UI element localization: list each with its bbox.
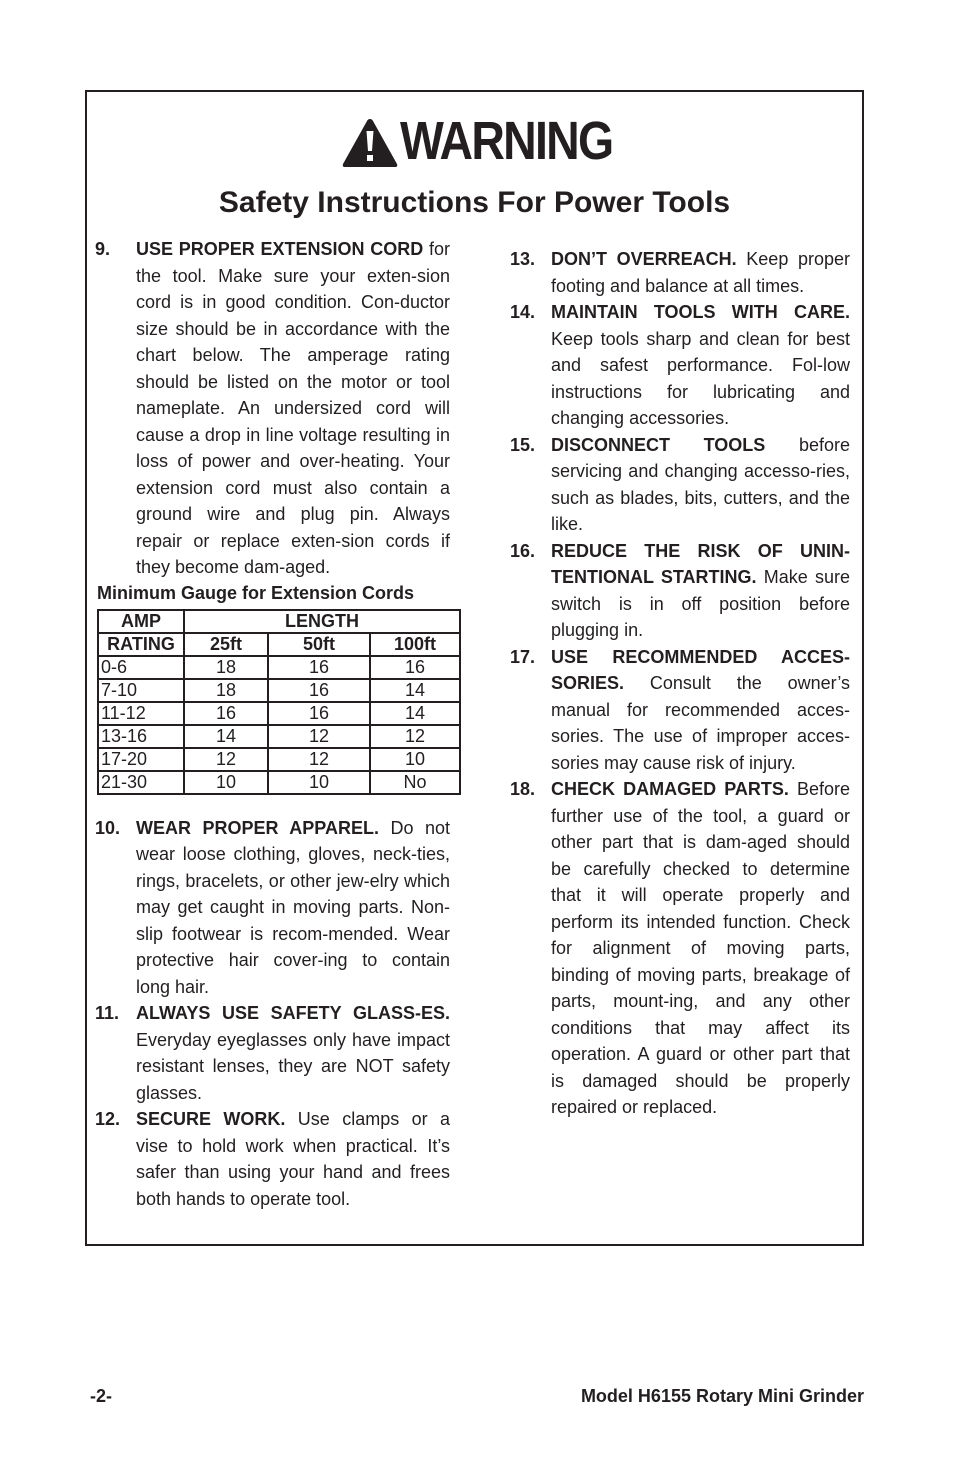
item-text: Consult the owner’s manual for recommended acces-sories. The use of improper acces-sories may cause risk of injury. — [551, 673, 850, 773]
item-body — [551, 776, 850, 1121]
gauge-cell: 14 — [370, 679, 460, 702]
item-body — [551, 299, 850, 432]
gauge-cell: 14 — [184, 725, 268, 748]
instruction-item-11 — [95, 1000, 450, 1106]
item-text: Make sure switch is in off position before plugging in. — [551, 567, 850, 640]
item-body — [136, 1106, 450, 1212]
item-lead: MAINTAIN TOOLS WITH CARE. — [551, 302, 850, 322]
item-lead: CHECK DAMAGED PARTS. — [551, 779, 789, 799]
column-header: 50ft — [268, 633, 370, 656]
instruction-item-18 — [510, 776, 850, 1121]
length-header: LENGTH — [184, 610, 460, 633]
amp-cell: 11-12 — [98, 702, 184, 725]
item-body — [551, 538, 850, 644]
column-header: 25ft — [184, 633, 268, 656]
item-number: 12. — [95, 1109, 121, 1129]
amp-cell: 21-30 — [98, 771, 184, 794]
table-row — [98, 702, 460, 725]
item-number: 15. — [510, 434, 536, 455]
table-caption: Minimum Gauge for Extension Cords — [97, 582, 415, 603]
gauge-cell: 12 — [268, 725, 370, 748]
gauge-cell: 14 — [370, 702, 460, 725]
page-title: Safety Instructions For Power Tools — [218, 186, 731, 219]
amp-cell: 0-6 — [98, 656, 184, 679]
item-text: Keep proper footing and balance at all times. — [551, 249, 850, 296]
table-row — [98, 748, 460, 771]
gauge-cell: 16 — [268, 702, 370, 725]
amp-header-top: AMP — [98, 610, 184, 633]
gauge-cell: 16 — [370, 656, 460, 679]
item-body — [136, 236, 450, 581]
column-header: 100ft — [370, 633, 460, 656]
item-text: for the tool. Make sure your exten-sion cord is in good condition. Con-ductor size should be in accordance with the chart below. The amperage rating should be listed on the motor or tool nameplate. An undersized cord will cause a drop in line voltage resulting in loss of power and over-heating. Your extension cord must also contain a ground wire and plug pin. Always repair or replace exten-sion cords if they become dam-aged. — [136, 239, 450, 577]
item-body — [551, 432, 850, 538]
item-number: 11. — [95, 1003, 120, 1023]
item-lead: WEAR PROPER APPAREL. — [136, 817, 379, 838]
gauge-cell: 12 — [184, 748, 268, 771]
instruction-item-17 — [510, 644, 850, 777]
amp-cell: 7-10 — [98, 679, 184, 702]
right-column — [510, 246, 850, 1121]
warning-header — [87, 112, 862, 220]
gauge-cell: 18 — [184, 656, 268, 679]
warning-triangle-icon — [342, 118, 398, 168]
gauge-cell: 10 — [370, 748, 460, 771]
item-text: Keep tools sharp and clean for best and safest performance. Fol-low instructions for lubricating and changing accessories. — [551, 328, 850, 428]
amp-header-bottom: RATING — [98, 633, 184, 656]
item-lead: DISCONNECT TOOLS — [551, 434, 766, 455]
item-number: 9. — [95, 239, 111, 259]
instruction-item-16 — [510, 538, 850, 644]
item-body — [136, 1000, 450, 1106]
table-row — [98, 771, 460, 794]
table-row — [98, 656, 460, 679]
item-lead: ALWAYS USE SAFETY GLASS-ES. — [136, 1003, 450, 1023]
gauge-cell: 18 — [184, 679, 268, 702]
model-name: Model H6155 Rotary Mini Grinder — [580, 1386, 864, 1406]
item-number: 16. — [510, 540, 536, 561]
warning-banner — [87, 111, 862, 171]
gauge-cell: 16 — [268, 679, 370, 702]
instruction-item-9 — [95, 236, 450, 581]
item-lead: USE RECOMMENDED ACCES-SORIES. — [551, 646, 850, 693]
item-text: Before further use of the tool, a guard or other part that is dam-aged should be carefully checked to determine that it will operate properly and perform its intended function. Check for alignment of moving parts, binding of moving parts, breakage of parts, mount-ing, and any other conditions that may affect its operation. A guard or other part that is damaged should be properly repaired or replaced. — [551, 779, 850, 1117]
item-lead: SECURE WORK. — [136, 1109, 286, 1129]
item-number: 10. — [95, 817, 121, 838]
amp-cell: 17-20 — [98, 748, 184, 771]
table-row — [98, 725, 460, 748]
instruction-item-13 — [510, 246, 850, 299]
gauge-cell: No — [370, 771, 460, 794]
item-number: 18. — [510, 779, 536, 799]
gauge-cell: 16 — [268, 656, 370, 679]
item-body — [551, 644, 850, 777]
item-body — [136, 815, 450, 1001]
item-text: Use clamps or a vise to hold work when practical. It’s safer than using your hand and frees both hands to operate tool. — [136, 1109, 451, 1209]
item-number: 14. — [510, 302, 536, 322]
item-body — [551, 246, 850, 299]
left-column — [95, 236, 450, 1212]
item-lead: USE PROPER EXTENSION CORD — [136, 239, 424, 259]
item-text: before servicing and changing accesso-ries, such as blades, bits, cutters, and the like. — [551, 434, 850, 534]
gauge-cell: 10 — [184, 771, 268, 794]
item-number: 17. — [510, 646, 536, 667]
instruction-item-15 — [510, 432, 850, 538]
item-text: Everyday eyeglasses only have impact resistant lenses, they are NOT safety glasses. — [136, 1029, 450, 1103]
warning-box — [85, 90, 864, 1246]
page-number: -2- — [90, 1386, 112, 1406]
item-lead: DON’T OVERREACH. — [551, 249, 737, 269]
instruction-item-14 — [510, 299, 850, 432]
item-lead: REDUCE THE RISK OF UNIN-TENTIONAL STARTING. — [551, 540, 850, 587]
amp-cell: 13-16 — [98, 725, 184, 748]
table-row — [98, 679, 460, 702]
item-text: Do not wear loose clothing, gloves, neck-ties, rings, bracelets, or other jew-elry which may get caught in moving parts. Non-slip footwear is recom-mended. Wear protective hair cover-ing to contain long hair. — [136, 817, 450, 997]
warning-word: WARNING — [400, 111, 613, 171]
gauge-table — [97, 609, 461, 795]
gauge-cell: 16 — [184, 702, 268, 725]
gauge-cell: 12 — [370, 725, 460, 748]
table-header-row — [98, 610, 460, 633]
instruction-item-12 — [95, 1106, 450, 1212]
instruction-item-10 — [95, 815, 450, 1001]
gauge-cell: 10 — [268, 771, 370, 794]
gauge-cell: 12 — [268, 748, 370, 771]
item-number: 13. — [510, 249, 536, 269]
table-header-row — [98, 633, 460, 656]
left-items-after-table — [95, 815, 450, 1213]
